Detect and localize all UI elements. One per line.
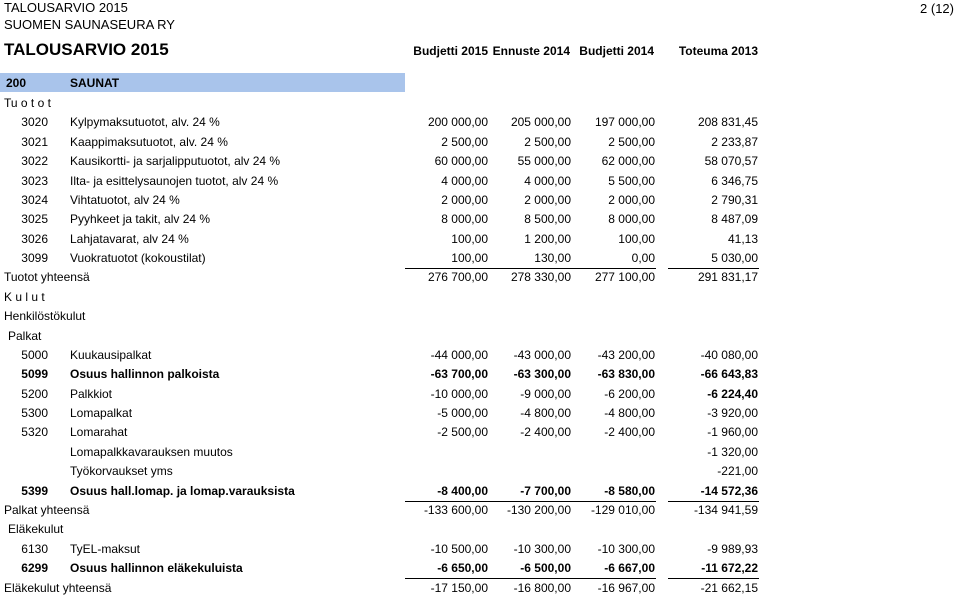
amount-value: 8 000,00 (608, 212, 655, 227)
subtotal-rule (668, 501, 759, 502)
amount-value: 2 500,00 (524, 134, 571, 149)
amount-value: 2 790,31 (711, 192, 758, 207)
account-code: 5320 (21, 425, 48, 440)
total-label: Tuotot yhteensä (4, 270, 90, 285)
amount-value: -4 800,00 (520, 406, 571, 421)
account-code: 3026 (21, 231, 48, 246)
section-header-bar (0, 73, 405, 92)
total-value: -21 662,15 (700, 580, 758, 595)
amount-value: -2 400,00 (604, 425, 655, 440)
account-code: 3022 (21, 154, 48, 169)
amount-value: 58 070,57 (704, 154, 758, 169)
subtotal-rule (405, 268, 489, 269)
subtotal-rule (405, 578, 489, 579)
total-label: Eläkekulut yhteensä (4, 580, 112, 595)
subtotal-rule (489, 268, 572, 269)
account-description: Työkorvaukset yms (70, 464, 173, 479)
amount-value: 0,00 (631, 251, 655, 266)
organization-name: SUOMEN SAUNASEURA RY (4, 17, 175, 32)
row-label: Tu o t o t (4, 96, 51, 110)
subtotal-rule (668, 268, 759, 269)
column-header-budjetti-2015: Budjetti 2015 (413, 44, 488, 58)
account-description: Lomarahat (70, 425, 128, 440)
amount-value: 60 000,00 (434, 154, 488, 169)
row-label: Henkilöstökulut (4, 309, 86, 324)
amount-value: -10 000,00 (430, 386, 488, 401)
amount-value: -6 500,00 (520, 561, 571, 576)
total-value: -134 941,59 (693, 502, 758, 517)
total-value: -129 010,00 (590, 502, 655, 517)
amount-value: 2 500,00 (608, 134, 655, 149)
amount-value: -2 400,00 (520, 425, 571, 440)
amount-value: -43 200,00 (597, 347, 655, 362)
amount-value: 1 200,00 (524, 231, 571, 246)
account-description: Kuukausipalkat (70, 347, 152, 362)
amount-value: -8 580,00 (604, 483, 655, 498)
amount-value: -4 800,00 (604, 406, 655, 421)
account-description: Osuus hall.lomap. ja lomap.varauksista (70, 483, 295, 498)
account-description: Osuus hallinnon palkoista (70, 367, 220, 382)
total-value: -133 600,00 (423, 502, 488, 517)
page-number: 2 (12) (920, 1, 954, 16)
account-code: 3025 (21, 212, 48, 227)
total-value: -130 200,00 (506, 502, 571, 517)
amount-value: 8 487,09 (711, 212, 758, 227)
amount-value: -6 224,40 (707, 386, 758, 401)
amount-value: 5 500,00 (608, 173, 655, 188)
amount-value: 2 500,00 (441, 134, 488, 149)
amount-value: 205 000,00 (510, 115, 571, 130)
account-description: Pyyhkeet ja takit, alv 24 % (70, 212, 211, 227)
amount-value: -2 500,00 (437, 425, 488, 440)
amount-value: -9 000,00 (520, 386, 571, 401)
subtotal-rule (572, 268, 656, 269)
amount-value: 6 346,75 (711, 173, 758, 188)
row-sublabel: Eläkekulut (8, 522, 64, 537)
subtotal-rule (572, 578, 656, 579)
amount-value: 2 000,00 (441, 192, 488, 207)
amount-value: 4 000,00 (441, 173, 488, 188)
amount-value: -221,00 (717, 464, 758, 479)
row-label: K u l u t (4, 289, 45, 304)
total-value: 278 330,00 (510, 270, 571, 285)
account-code: 5300 (21, 406, 48, 421)
amount-value: 62 000,00 (601, 154, 655, 169)
subtotal-rule (489, 578, 572, 579)
column-header-toteuma-2013: Toteuma 2013 (678, 44, 758, 58)
amount-value: 4 000,00 (524, 173, 571, 188)
amount-value: 55 000,00 (517, 154, 571, 169)
amount-value: -6 200,00 (604, 386, 655, 401)
account-description: Vihtatuotot, alv 24 % (70, 192, 180, 207)
amount-value: -63 300,00 (513, 367, 571, 382)
row-sublabel: Palkat (8, 328, 42, 343)
amount-value: -63 830,00 (597, 367, 655, 382)
amount-value: 208 831,45 (697, 115, 758, 130)
amount-value: -43 000,00 (513, 347, 571, 362)
amount-value: -10 300,00 (513, 541, 571, 556)
amount-value: -6 667,00 (604, 561, 655, 576)
amount-value: -10 300,00 (597, 541, 655, 556)
report-title: TALOUSARVIO 2015 (4, 40, 169, 59)
amount-value: 100,00 (618, 231, 655, 246)
amount-value: -7 700,00 (520, 483, 571, 498)
amount-value: 5 030,00 (711, 251, 758, 266)
column-header-budjetti-2014: Budjetti 2014 (579, 44, 654, 58)
subtotal-rule (668, 578, 759, 579)
account-description: Lomapalkkavarauksen muutos (70, 444, 233, 459)
amount-value: -44 000,00 (430, 347, 488, 362)
amount-value: -63 700,00 (430, 367, 488, 382)
account-code: 3020 (21, 115, 48, 130)
amount-value: -66 643,83 (700, 367, 758, 382)
account-code: 5099 (21, 367, 48, 382)
amount-value: -1 320,00 (707, 444, 758, 459)
account-code: 6130 (21, 541, 48, 556)
account-code: 3021 (21, 134, 48, 149)
amount-value: 200 000,00 (427, 115, 488, 130)
amount-value: -9 989,93 (707, 541, 758, 556)
document-title: TALOUSARVIO 2015 (4, 0, 128, 15)
subtotal-rule (405, 501, 489, 502)
account-description: Kausikortti- ja sarjalipputuotot, alv 24 % (70, 154, 281, 169)
total-value: 277 100,00 (594, 270, 655, 285)
amount-value: 130,00 (534, 251, 571, 266)
account-description: Lomapalkat (70, 406, 133, 421)
amount-value: 2 233,87 (711, 134, 758, 149)
subtotal-rule (572, 501, 656, 502)
total-value: 291 831,17 (697, 270, 758, 285)
total-value: 276 700,00 (427, 270, 488, 285)
column-header-ennuste-2014: Ennuste 2014 (492, 44, 570, 58)
amount-value: -11 672,22 (701, 561, 758, 576)
amount-value: 2 000,00 (608, 192, 655, 207)
amount-value: -14 572,36 (700, 483, 758, 498)
account-description: Palkkiot (70, 386, 113, 401)
account-code: 3099 (21, 251, 48, 266)
amount-value: -8 400,00 (437, 483, 488, 498)
amount-value: -3 920,00 (707, 406, 758, 421)
amount-value: -10 500,00 (430, 541, 488, 556)
account-description: Vuokratuotot (kokoustilat) (70, 251, 206, 266)
account-code: 5000 (21, 347, 48, 362)
total-value: -16 967,00 (597, 580, 655, 595)
account-description: Osuus hallinnon eläkekuluista (70, 561, 243, 576)
amount-value: 100,00 (451, 231, 488, 246)
account-code: 3024 (21, 192, 48, 207)
account-description: Ilta- ja esittelysaunojen tuotot, alv 24 % (70, 173, 279, 188)
amount-value: -40 080,00 (700, 347, 758, 362)
account-description: Kaappimaksutuotot, alv. 24 % (70, 134, 228, 149)
total-value: -17 150,00 (430, 580, 488, 595)
amount-value: 41,13 (727, 231, 758, 246)
account-description: TyEL-maksut (70, 541, 141, 556)
amount-value: -5 000,00 (437, 406, 488, 421)
account-code: 6299 (21, 561, 48, 576)
amount-value: -1 960,00 (707, 425, 758, 440)
amount-value: -6 650,00 (437, 561, 488, 576)
account-description: Kylpymaksutuotot, alv. 24 % (70, 115, 220, 130)
amount-value: 197 000,00 (594, 115, 655, 130)
section-code: 200 (6, 76, 27, 90)
amount-value: 8 500,00 (524, 212, 571, 227)
account-code: 5200 (21, 386, 48, 401)
account-code: 5399 (21, 483, 48, 498)
total-label: Palkat yhteensä (4, 502, 90, 517)
account-description: Lahjatavarat, alv 24 % (70, 231, 189, 246)
amount-value: 2 000,00 (524, 192, 571, 207)
amount-value: 100,00 (451, 251, 488, 266)
amount-value: 8 000,00 (441, 212, 488, 227)
section-name: SAUNAT (70, 76, 120, 90)
total-value: -16 800,00 (513, 580, 571, 595)
account-code: 3023 (21, 173, 48, 188)
subtotal-rule (489, 501, 572, 502)
